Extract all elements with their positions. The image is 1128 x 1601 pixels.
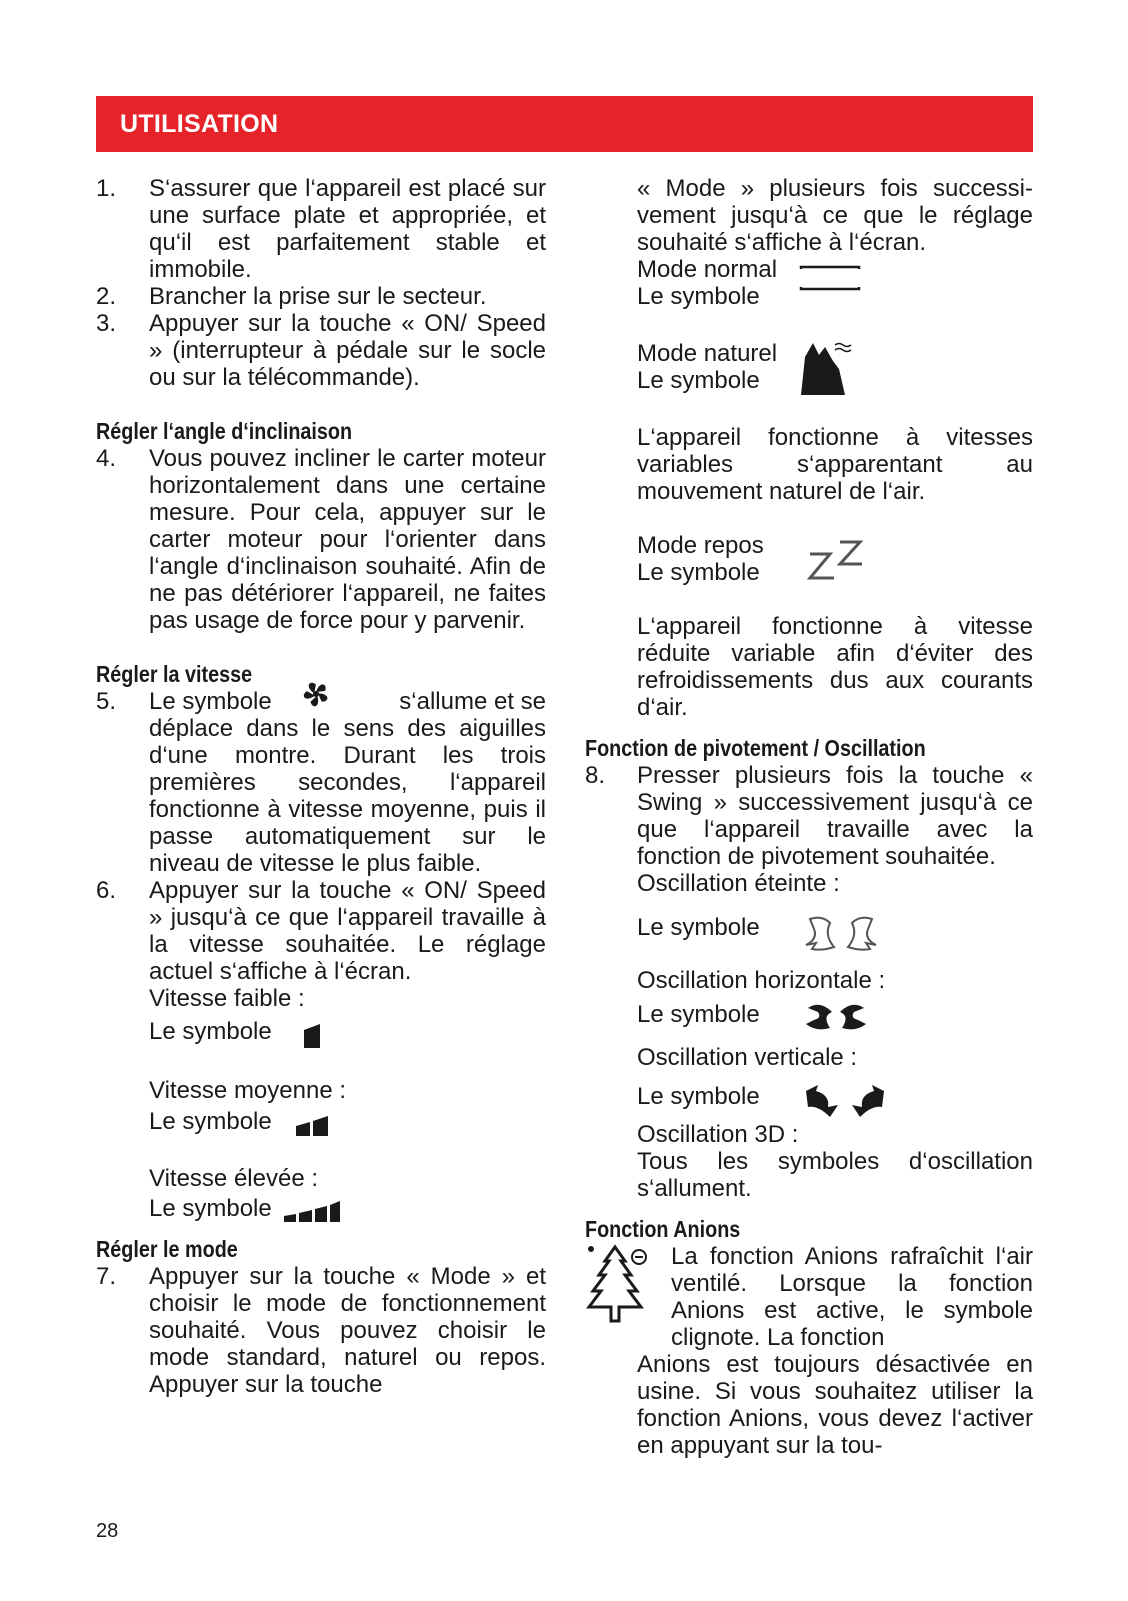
- mode-sleep: [585, 532, 1033, 586]
- item-number: 3.: [96, 310, 117, 337]
- symbol-label: Le symbole: [637, 559, 760, 586]
- symbol-label: Le symbole: [637, 1082, 760, 1110]
- mode-continuation: « Mode » plusieurs fois successivement jusqu‘à ce que le réglage souhaité s‘affiche à l‘écran.: [637, 175, 1033, 256]
- list-item: [96, 283, 546, 310]
- oscillation-description: Tous les symboles d‘oscillation s‘allument.: [637, 1148, 1033, 1202]
- anions-text: La fonction Anions rafraîchit l‘air ventilé. Lorsque la fonction Anions est active, le symbole clignote. La fonction: [671, 1243, 1033, 1351]
- mode-label: Mode naturel: [637, 340, 778, 367]
- list-item: [96, 310, 546, 391]
- speed-label: Vitesse moyenne :: [149, 1077, 347, 1104]
- item-text: Appuyer sur la touche « ON/ Speed » jusqu‘à ce que l‘appareil travaille à la vitesse souhaitée. Le réglage actuel s‘affiche à l‘écran.: [149, 877, 546, 985]
- item-text: s‘allume et se: [399, 688, 546, 715]
- symbol-label: Le symbole: [637, 1000, 760, 1028]
- item-text: Brancher la prise sur le secteur.: [149, 283, 487, 310]
- oscillation-horizontal: [585, 967, 1033, 1034]
- section-title: UTILISATION: [120, 110, 279, 138]
- oscillation-label: Oscillation verticale :: [637, 1044, 858, 1071]
- mode-natural: [585, 337, 1033, 397]
- oscillation-vertical-icon: [804, 1081, 886, 1121]
- left-column: [96, 175, 546, 1398]
- symbol-label: Le symbole: [149, 1107, 272, 1135]
- item-number: 1.: [96, 175, 117, 202]
- list-item: [585, 762, 1033, 870]
- item-number: 8.: [585, 762, 606, 789]
- speed-medium: [96, 1077, 546, 1138]
- symbol-label: Le symbole: [149, 1194, 272, 1222]
- speed-label: Vitesse élevée :: [149, 1165, 318, 1192]
- speed-low-icon: [300, 1022, 324, 1050]
- item-number: 7.: [96, 1263, 117, 1290]
- tree-icon: [585, 1243, 651, 1325]
- oscillation-off-icon: [804, 913, 878, 957]
- anions-section: [585, 1243, 1033, 1459]
- mode-label: Mode repos: [637, 532, 764, 559]
- oscillation-label: Oscillation 3D :: [637, 1121, 799, 1148]
- mode-natural-icon: [799, 339, 853, 397]
- list-item: [96, 688, 546, 877]
- mode-label: Mode normal: [637, 256, 778, 283]
- symbol-label: Le symbole: [637, 283, 760, 310]
- oscillation-label: Oscillation éteinte :: [637, 870, 840, 897]
- heading-anions: Fonction Anions: [585, 1216, 741, 1242]
- oscillation-off: [585, 870, 1033, 957]
- item-text: Le symbole: [149, 688, 272, 715]
- heading-speed: Régler la vitesse: [96, 661, 253, 687]
- mode-normal-icon: [799, 265, 861, 291]
- symbol-label: Le symbole: [149, 1017, 272, 1045]
- item-text: S‘assurer que l‘appareil est placé sur une surface plate et appropriée, et qu‘il est parfaitement stable et immobile.: [149, 175, 546, 283]
- mode-description: L‘appareil fonctionne à vitesses variables s‘apparentant au mouvement naturel de l‘air.: [637, 424, 1033, 505]
- speed-high-icon: [282, 1198, 342, 1224]
- heading-angle: Régler l‘angle d‘inclinaison: [96, 418, 353, 444]
- item-number: 5.: [96, 688, 117, 715]
- item-text: Appuyer sur la touche « ON/ Speed » (interrupteur à pédale sur le socle ou sur la télécommande).: [149, 310, 546, 391]
- mode-description: L‘appareil fonctionne à vitesse réduite variable afin d‘éviter des refroidissements dus aux courants d‘air.: [637, 613, 1033, 721]
- item-text: Presser plusieurs fois la touche « Swing » successivement jusqu‘à ce que l‘appareil travaille avec la fonction de pivotement souhaitée.: [637, 762, 1033, 870]
- heading-mode: Régler le mode: [96, 1236, 238, 1262]
- list-item: [96, 1263, 546, 1398]
- item-text: Appuyer sur la touche « Mode » et choisir le mode de fonctionnement souhaité. Vous pouvez choisir le mode standard, naturel ou repos. Appuyer sur la touche: [149, 1263, 546, 1398]
- oscillation-3d: [585, 1121, 1033, 1202]
- speed-medium-icon: [294, 1112, 330, 1138]
- list-item: [96, 175, 546, 283]
- speed-high: [96, 1165, 546, 1224]
- item-number: 2.: [96, 283, 117, 310]
- item-number: 6.: [96, 877, 117, 904]
- item-text: déplace dans le sens des aiguilles d‘une montre. Durant les trois premières secondes, l‘appareil fonctionne à vitesse moyenne, puis il passe automatiquement sur le niveau de vitesse le plus faible.: [149, 715, 546, 877]
- anions-text: Anions est toujours désactivée en usine. Si vous souhaitez utiliser la fonction Anions, vous devez l‘activer en appuyant sur la tou-: [637, 1351, 1033, 1459]
- right-column: [585, 175, 1033, 1459]
- oscillation-label: Oscillation horizontale :: [637, 967, 886, 994]
- symbol-label: Le symbole: [637, 367, 760, 394]
- item-number: 4.: [96, 445, 117, 472]
- speed-label: Vitesse faible :: [149, 985, 305, 1012]
- section-banner: [96, 96, 1033, 152]
- item-text: Vous pouvez incliner le carter moteur horizontalement dans une certaine mesure. Pour cela, appuyer sur le carter moteur pour l‘orienter dans l‘angle d‘inclinaison souhaité. Afin de ne pas détériorer l‘appareil, ne faites pas usage de force pour y parvenir.: [149, 445, 546, 634]
- heading-swing: Fonction de pivotement / Oscillation: [585, 735, 926, 761]
- oscillation-horizontal-icon: [804, 998, 868, 1034]
- fan-icon: [299, 677, 333, 711]
- speed-low: [96, 985, 546, 1050]
- list-item: [96, 877, 546, 985]
- mode-normal: [585, 256, 1033, 310]
- oscillation-vertical: [585, 1044, 1033, 1121]
- symbol-label: Le symbole: [637, 913, 760, 941]
- list-item: [96, 445, 546, 634]
- page-number: 28: [96, 1520, 119, 1542]
- mode-sleep-icon: [806, 538, 864, 582]
